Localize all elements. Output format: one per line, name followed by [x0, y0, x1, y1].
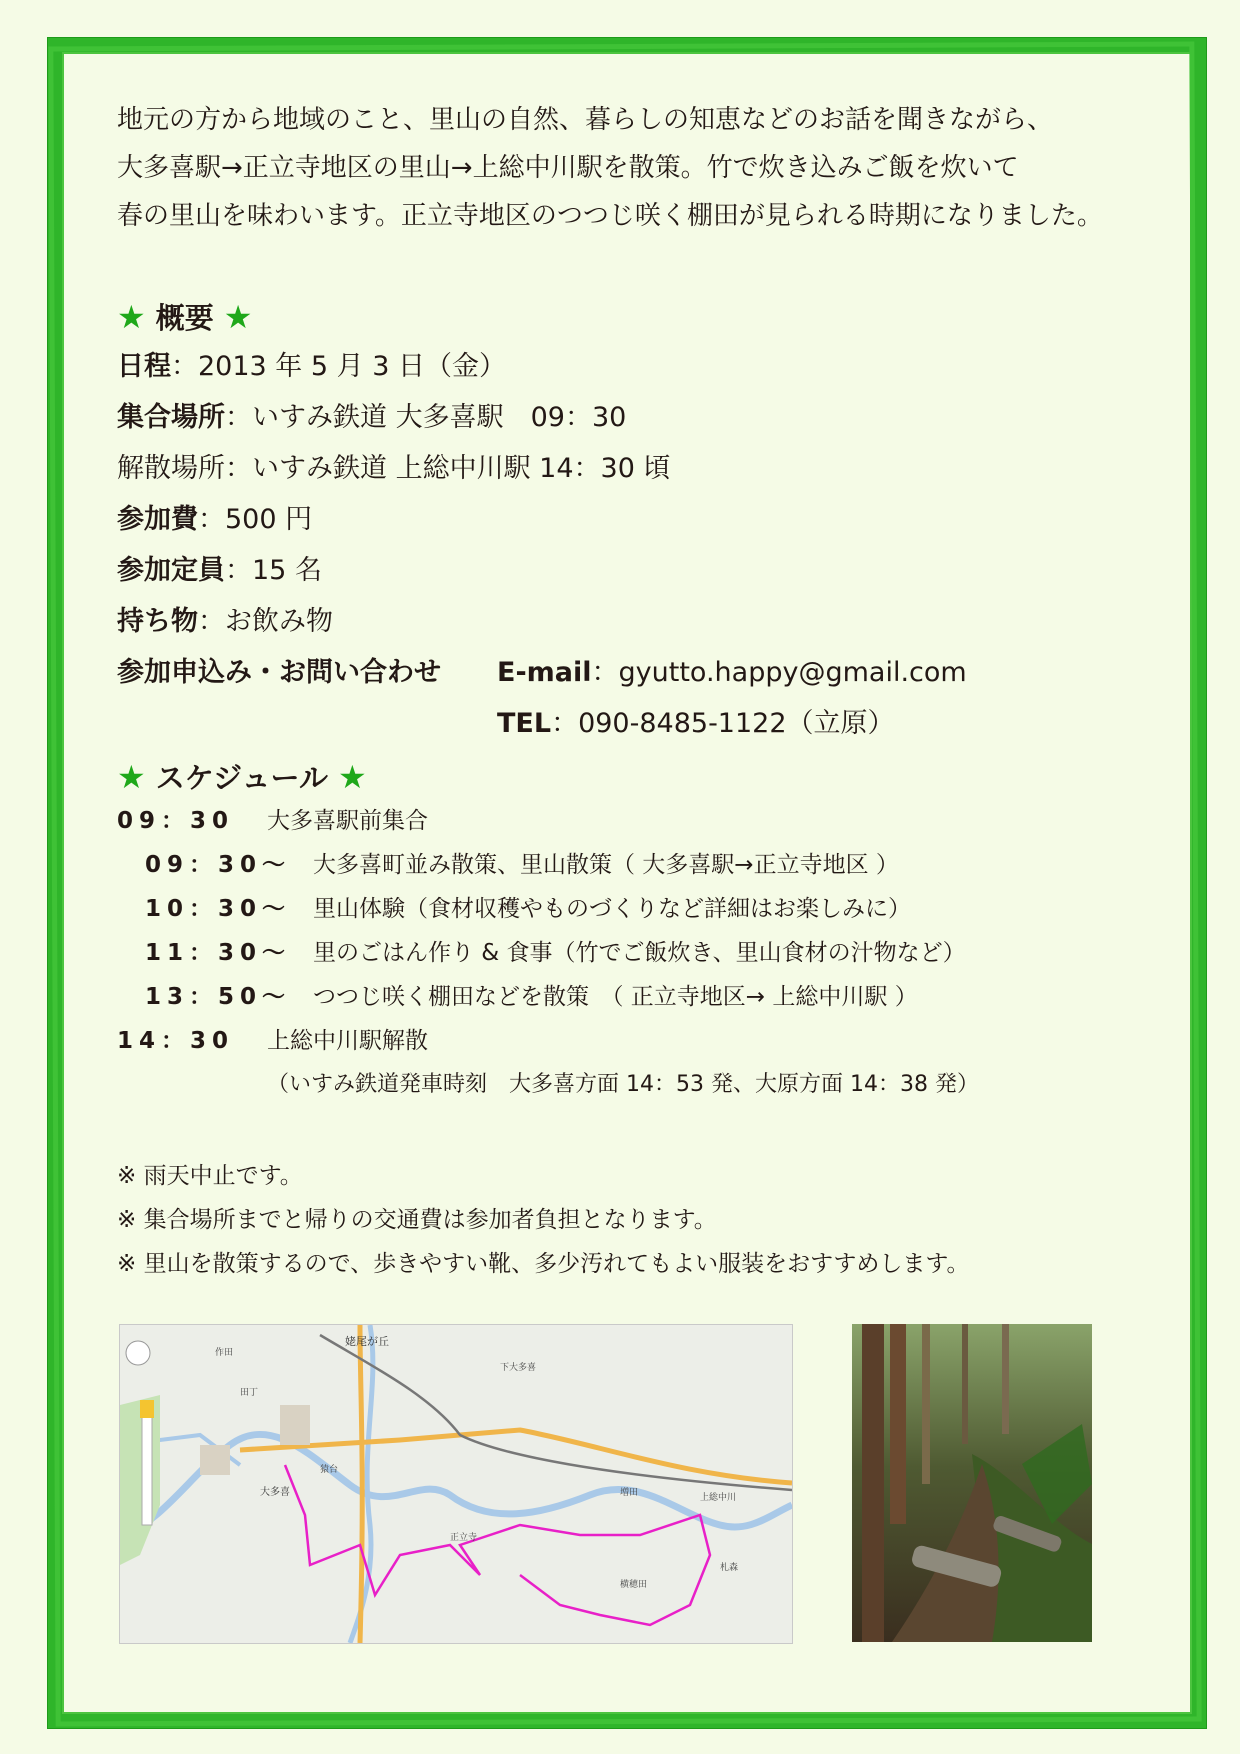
notes-section — [117, 1154, 970, 1286]
star-icon: ★ — [117, 757, 146, 796]
schedule-time: 11：30～ — [145, 940, 292, 966]
row-label: 日程 — [117, 351, 171, 382]
star-icon: ★ — [117, 297, 146, 336]
note-line: ※ 里山を散策するので、歩きやすい靴、多少汚れてもよい服装をおすすめします。 — [117, 1251, 970, 1277]
email-value[interactable]: gyutto.happy@gmail.com — [618, 657, 967, 688]
overview-row-dismissal: 解散場所：いすみ鉄道 上総中川駅 14：30 頃 — [117, 453, 671, 484]
overview-row-date: 日程：2013 年 5 月 3 日（金） — [117, 351, 506, 382]
map-label: 姥尾が丘 — [345, 1335, 389, 1348]
row-value: 500 円 — [225, 504, 313, 535]
note-line: ※ 集合場所までと帰りの交通費は参加者負担となります。 — [117, 1207, 717, 1233]
row-label: 集合場所 — [117, 402, 225, 433]
row-value: お飲み物 — [225, 606, 333, 637]
schedule-time: 09：30～ — [145, 852, 292, 878]
tel-value: 090-8485-1122（立原） — [578, 708, 895, 739]
schedule-row — [117, 975, 979, 1019]
schedule-row — [117, 887, 979, 931]
schedule-train-note: （いすみ鉄道発車時刻 大多喜方面 14：53 発、大原方面 14：38 発） — [267, 1072, 979, 1097]
tel-label: TEL — [497, 708, 552, 739]
star-icon: ★ — [337, 757, 367, 796]
schedule-text: 里のごはん作り & 食事（竹でご飯炊き、里山食材の汁物など） — [313, 940, 966, 966]
overview-section — [117, 296, 967, 749]
overview-title: 概要 — [155, 301, 214, 335]
overview-row-capacity: 参加定員：15 名 — [117, 555, 322, 586]
contact-email: E-mail：gyutto.happy@gmail.com — [497, 657, 967, 688]
schedule-row — [117, 843, 979, 887]
row-value: 2013 年 5 月 3 日（金） — [198, 351, 506, 382]
map-label: 上総中川 — [700, 1493, 737, 1503]
row-value: 15 名 — [252, 555, 322, 586]
map-label: 猿台 — [320, 1465, 339, 1475]
schedule-section — [117, 756, 979, 1107]
contact-row — [117, 647, 967, 698]
row-value: いすみ鉄道 大多喜駅 09：30 — [252, 402, 627, 433]
map-label: 正立寺 — [450, 1533, 478, 1543]
schedule-time: 14：30 — [117, 1028, 235, 1054]
schedule-time: 10：30～ — [145, 896, 292, 922]
map-label: 札森 — [720, 1563, 739, 1573]
schedule-time: 13：50～ — [145, 984, 292, 1010]
schedule-text: 上総中川駅解散 — [267, 1028, 428, 1054]
email-label: E-mail — [497, 657, 592, 688]
intro-line: 大多喜駅→正立寺地区の里山→上総中川駅を散策。竹で炊き込みご飯を炊いて — [117, 153, 1019, 183]
schedule-text: 大多喜町並み散策、里山散策（ 大多喜駅→正立寺地区 ） — [313, 852, 899, 878]
star-icon: ★ — [223, 297, 253, 336]
intro-line: 地元の方から地域のこと、里山の自然、暮らしの知恵などのお話を聞きながら、 — [117, 105, 1054, 135]
schedule-text: つつじ咲く棚田などを散策 （ 正立寺地区→ 上総中川駅 ） — [313, 984, 918, 1010]
route-map — [119, 1324, 793, 1644]
schedule-row — [117, 1019, 979, 1063]
row-label: 参加定員 — [117, 555, 225, 586]
map-label: 大多喜 — [260, 1487, 290, 1498]
forest-photo-graphic — [852, 1324, 1092, 1642]
map-label: 作田 — [215, 1348, 234, 1358]
overview-row-fee: 参加費：500 円 — [117, 504, 313, 535]
map-label: 田丁 — [240, 1388, 259, 1398]
map-label: 横穂田 — [620, 1580, 648, 1590]
map-label: 増田 — [620, 1488, 639, 1498]
overview-row-meeting: 集合場所：いすみ鉄道 大多喜駅 09：30 — [117, 402, 627, 433]
row-label: 持ち物 — [117, 606, 198, 637]
row-label: 参加費 — [117, 504, 198, 535]
contact-tel-row: TEL：090-8485-1122（立原） — [497, 708, 895, 739]
route-map-graphic — [120, 1325, 792, 1643]
intro-text — [117, 96, 1127, 240]
overview-row-belongings: 持ち物：お飲み物 — [117, 606, 333, 637]
schedule-heading — [117, 756, 979, 797]
map-label: 下大多喜 — [500, 1363, 537, 1373]
intro-line: 春の里山を味わいます。正立寺地区のつつじ咲く棚田が見られる時期になりました。 — [117, 201, 1103, 231]
schedule-row — [117, 799, 979, 843]
forest-path-photo — [852, 1324, 1092, 1642]
schedule-row — [117, 931, 979, 975]
schedule-time: 09：30 — [117, 808, 235, 834]
schedule-title: スケジュール — [155, 761, 328, 795]
schedule-text: 里山体験（食材収穫やものづくりなど詳細はお楽しみに） — [313, 896, 911, 922]
overview-heading — [117, 296, 895, 337]
note-line: ※ 雨天中止です。 — [117, 1163, 303, 1189]
flyer-content — [117, 96, 1127, 1277]
row-label: 解散場所 — [117, 453, 225, 484]
contact-label: 参加申込み・お問い合わせ — [117, 657, 441, 688]
row-value: いすみ鉄道 上総中川駅 14：30 頃 — [252, 453, 671, 484]
schedule-text: 大多喜駅前集合 — [267, 808, 428, 834]
